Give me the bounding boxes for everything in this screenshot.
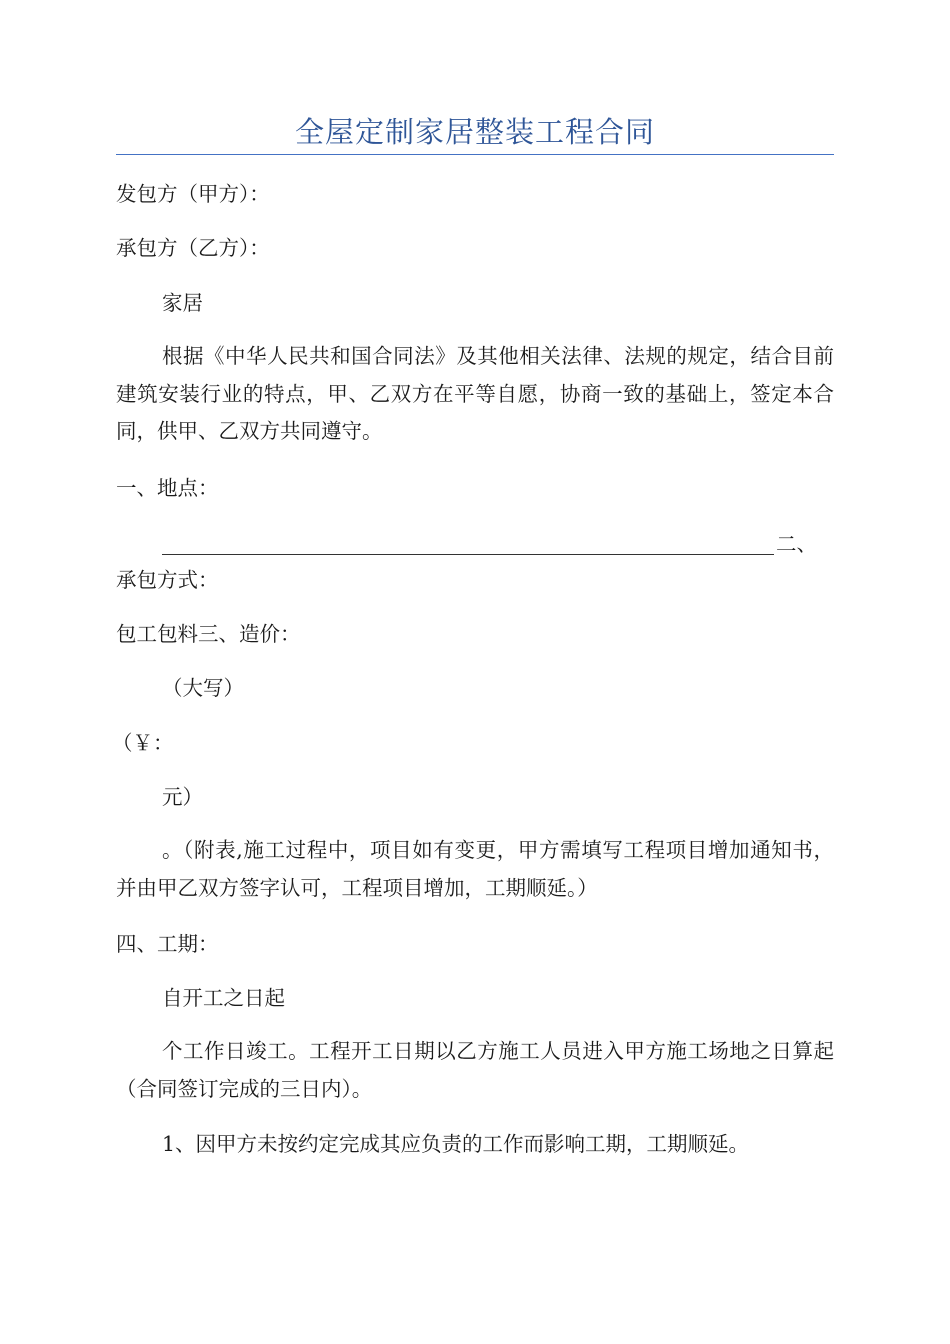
amount-unit: 元） xyxy=(162,785,203,809)
preamble-paragraph: 根据《中华人民共和国合同法》及其他相关法律、法规的规定，结合目前建筑安装行业的特点，甲、乙双方在平等自愿，协商一致的基础上，签定本合同，供甲、乙双方共同遵守。 xyxy=(116,344,834,443)
start-date-text: 自开工之日起 xyxy=(162,986,285,1010)
location-blank-line xyxy=(162,554,774,555)
amount-in-words: （大写） xyxy=(162,676,244,700)
document-title: 全屋定制家居整装工程合同 xyxy=(294,115,655,149)
section-two-number: 二、 xyxy=(776,532,817,556)
contract-method-label: 承包方式： xyxy=(116,568,219,592)
party-b-line: 承包方（乙方）： xyxy=(116,236,270,260)
section-location-heading: 一、地点： xyxy=(116,476,219,500)
contract-method-and-price-heading: 包工包料三、造价： xyxy=(116,622,301,646)
party-a-line: 发包方（甲方）： xyxy=(116,182,270,206)
home-label: 家居 xyxy=(162,291,203,315)
title-underline xyxy=(116,154,834,155)
clause-one: 1、因甲方未按约定完成其应负责的工作而影响工期，工期顺延。 xyxy=(162,1132,750,1156)
attachment-note-paragraph: 。（附表,施工过程中，项目如有变更，甲方需填写工程项目增加通知书，并由甲乙双方签字认可，工程项目增加，工期顺延。） xyxy=(116,838,834,900)
amount-symbol: （￥： xyxy=(112,731,174,755)
section-duration-heading: 四、工期： xyxy=(116,932,219,956)
workdays-paragraph: 个工作日竣工。工程开工日期以乙方施工人员进入甲方施工场地之日算起（合同签订完成的三日内）。 xyxy=(116,1039,834,1101)
